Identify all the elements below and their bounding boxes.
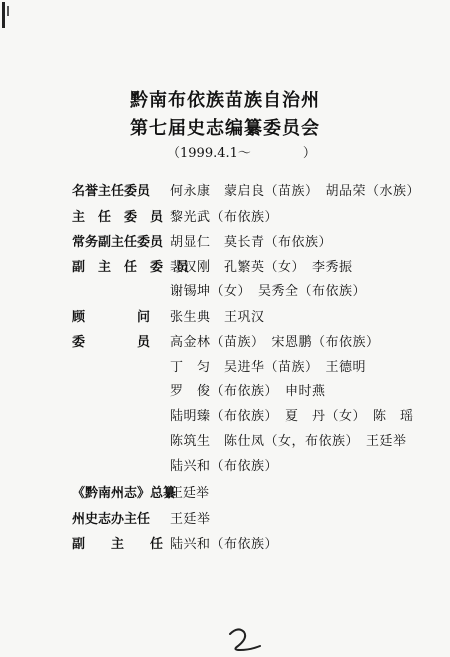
role-label: 副 主 任 委 员 [72, 260, 190, 275]
member-names: 谢锡坤（女） 吴秀全（布依族） [170, 284, 367, 299]
member-names: 胡显仁 莫长青（布依族） [170, 235, 333, 250]
date-range: （1999.4.1～ ） [167, 146, 316, 161]
member-names: 罗 俊（布依族） 申时燕 [170, 384, 326, 399]
role-label: 常务副主任委员 [72, 235, 164, 250]
role-label: 委 员 [72, 335, 151, 350]
role-label: 副 主 任 [72, 537, 164, 552]
member-names: 黎光武（布依族） [170, 210, 279, 225]
member-names: 何永康 蒙启良（苗族） 胡品荣（水族） [170, 184, 421, 199]
title-line-1: 黔南布依族苗族自治州 [130, 90, 320, 111]
member-names: 王廷举 [170, 486, 210, 501]
member-names: 高金林（苗族） 宋恩鹏（布依族） [170, 335, 380, 350]
member-names: 王廷举 [170, 512, 211, 527]
member-names: 陆兴和（布依族） [170, 537, 279, 552]
role-label: 州史志办主任 [72, 512, 151, 527]
handwritten-page-number [220, 624, 270, 654]
member-names: 陈筑生 陈仕凤（女，布依族） 王廷举 [170, 434, 407, 449]
member-names: 张生典 王巩汉 [170, 310, 265, 325]
role-label: 主 任 委 员 [72, 210, 164, 225]
member-names: 丁 匀 吴进华（苗族） 王德明 [170, 360, 367, 375]
role-label: 顾 问 [72, 310, 151, 325]
role-label: 《黔南州志》总纂 [72, 486, 177, 501]
member-names: 陆明臻（布依族） 夏 丹（女） 陈 瑶 [170, 409, 414, 424]
member-names: 陆兴和（布依族） [170, 459, 279, 474]
title-line-2: 第七届史志编纂委员会 [130, 118, 320, 139]
member-names: 裴汉刚 孔繁英（女） 李秀振 [170, 260, 353, 275]
scan-corner-mark [2, 2, 14, 30]
role-label: 名誉主任委员 [72, 184, 151, 199]
